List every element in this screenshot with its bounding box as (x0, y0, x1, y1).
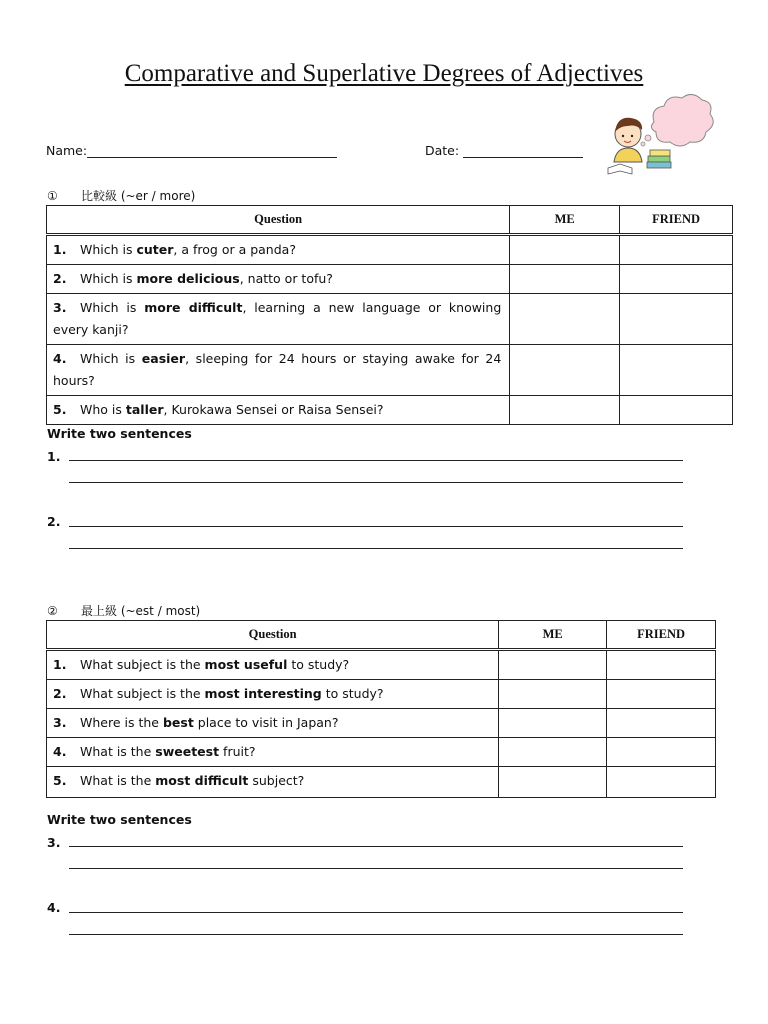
question-text: What is the (80, 773, 156, 788)
date-field[interactable] (425, 143, 583, 158)
book-3 (647, 162, 671, 168)
section2-write-heading: Write two sentences (47, 812, 192, 827)
friend-answer-cell[interactable] (620, 235, 733, 265)
col-question: Question (47, 206, 510, 235)
friend-answer-cell[interactable] (607, 738, 716, 767)
col-me: ME (499, 621, 607, 650)
question-text: fruit? (219, 744, 256, 759)
me-answer-cell[interactable] (499, 738, 607, 767)
section2-marker: ② (47, 604, 58, 618)
col-friend: FRIEND (620, 206, 733, 235)
sentence-line[interactable] (69, 548, 683, 549)
name-label: Name: (46, 143, 88, 158)
section1-marker: ① (47, 189, 58, 203)
question-cell (47, 680, 499, 709)
question-text: Which is (80, 242, 137, 257)
name-field[interactable] (46, 143, 337, 158)
friend-answer-cell[interactable] (607, 650, 716, 680)
thought-cloud (651, 94, 713, 146)
section1-write-heading: Write two sentences (47, 426, 192, 441)
section2-heading (47, 602, 200, 619)
sentence-line[interactable] (69, 912, 683, 913)
question-text: , Kurokawa Sensei or Raisa Sensei? (163, 402, 384, 417)
section1-heading (47, 187, 195, 204)
table-row (47, 680, 716, 709)
question-keyword: most interesting (204, 686, 322, 701)
question-text: subject? (248, 773, 305, 788)
question-cell (47, 294, 510, 345)
sentence-number: 4. (47, 900, 61, 915)
question-text: , learning a new language or knowing every kanji? (53, 300, 502, 337)
row-number: 3. (53, 300, 67, 315)
table-row (47, 294, 733, 345)
col-me: ME (510, 206, 620, 235)
sentence-line[interactable] (69, 868, 683, 869)
me-answer-cell[interactable] (510, 294, 620, 345)
row-number: 2. (53, 686, 67, 701)
friend-answer-cell[interactable] (620, 345, 733, 396)
question-text: What is the (80, 744, 156, 759)
sentence-line[interactable] (69, 934, 683, 935)
page-title: Comparative and Superlative Degrees of Adjectives (124, 60, 644, 87)
question-keyword: easier (141, 351, 186, 366)
row-number: 1. (53, 657, 67, 672)
col-friend: FRIEND (607, 621, 716, 650)
me-answer-cell[interactable] (499, 650, 607, 680)
row-number: 4. (53, 351, 67, 366)
question-cell (47, 709, 499, 738)
question-cell (47, 767, 499, 798)
table-header-row (47, 621, 716, 650)
row-number: 2. (53, 271, 67, 286)
question-text: place to visit in Japan? (193, 715, 339, 730)
sentence-number: 2. (47, 514, 61, 529)
table-row (47, 650, 716, 680)
table-row (47, 767, 716, 798)
question-cell (47, 738, 499, 767)
table-row (47, 738, 716, 767)
sentence-number: 1. (47, 449, 61, 464)
friend-answer-cell[interactable] (620, 294, 733, 345)
me-answer-cell[interactable] (499, 680, 607, 709)
section1-title: 比較級 (~er / more) (81, 189, 196, 203)
question-text: What subject is the (80, 686, 205, 701)
me-answer-cell[interactable] (499, 767, 607, 798)
book-1 (648, 156, 670, 162)
question-text: Which is (80, 351, 142, 366)
open-book (608, 164, 632, 174)
col-question: Question (47, 621, 499, 650)
friend-answer-cell[interactable] (620, 265, 733, 294)
friend-answer-cell[interactable] (607, 767, 716, 798)
question-text: What subject is the (80, 657, 205, 672)
question-cell (47, 265, 510, 294)
friend-answer-cell[interactable] (607, 709, 716, 738)
question-cell (47, 650, 499, 680)
row-number: 4. (53, 744, 67, 759)
row-number: 5. (53, 402, 67, 417)
question-text: to study? (321, 686, 384, 701)
me-answer-cell[interactable] (510, 265, 620, 294)
sentence-number: 3. (47, 835, 61, 850)
question-keyword: sweetest (155, 744, 220, 759)
me-answer-cell[interactable] (510, 345, 620, 396)
me-answer-cell[interactable] (499, 709, 607, 738)
book-2 (650, 150, 670, 156)
question-keyword: taller (125, 402, 164, 417)
question-text: Which is (80, 271, 137, 286)
section2-title: 最上級 (~est / most) (81, 604, 201, 618)
question-keyword: best (162, 715, 194, 730)
question-text: Who is (80, 402, 126, 417)
table-row (47, 345, 733, 396)
row-number: 1. (53, 242, 67, 257)
row-number: 5. (53, 773, 67, 788)
friend-answer-cell[interactable] (620, 396, 733, 425)
question-text: Where is the (80, 715, 163, 730)
name-line[interactable] (87, 143, 337, 158)
sentence-line[interactable] (69, 460, 683, 461)
question-text: , natto or tofu? (239, 271, 333, 286)
table-row (47, 396, 733, 425)
sentence-line[interactable] (69, 482, 683, 483)
section1-table (46, 205, 733, 425)
friend-answer-cell[interactable] (607, 680, 716, 709)
sentence-line[interactable] (69, 526, 683, 527)
table-row (47, 265, 733, 294)
question-text: Which is (80, 300, 145, 315)
question-cell (47, 396, 510, 425)
question-keyword: more delicious (136, 271, 240, 286)
student-body (614, 148, 642, 162)
date-line[interactable] (463, 143, 583, 158)
row-number: 3. (53, 715, 67, 730)
me-answer-cell[interactable] (510, 396, 620, 425)
question-keyword: most useful (204, 657, 288, 672)
student-illustration (606, 92, 716, 182)
table-row (47, 235, 733, 265)
question-text: , a frog or a panda? (173, 242, 296, 257)
question-keyword: more difficult (144, 300, 243, 315)
question-cell (47, 345, 510, 396)
question-keyword: most difficult (155, 773, 249, 788)
me-answer-cell[interactable] (510, 235, 620, 265)
question-text: to study? (287, 657, 350, 672)
table-header-row (47, 206, 733, 235)
date-label: Date: (425, 143, 460, 158)
table-row (47, 709, 716, 738)
question-text: , sleeping for 24 hours or staying awake for 24 hours? (53, 351, 502, 388)
question-cell (47, 235, 510, 265)
sentence-line[interactable] (69, 846, 683, 847)
section2-table (46, 620, 716, 798)
question-keyword: cuter (136, 242, 174, 257)
